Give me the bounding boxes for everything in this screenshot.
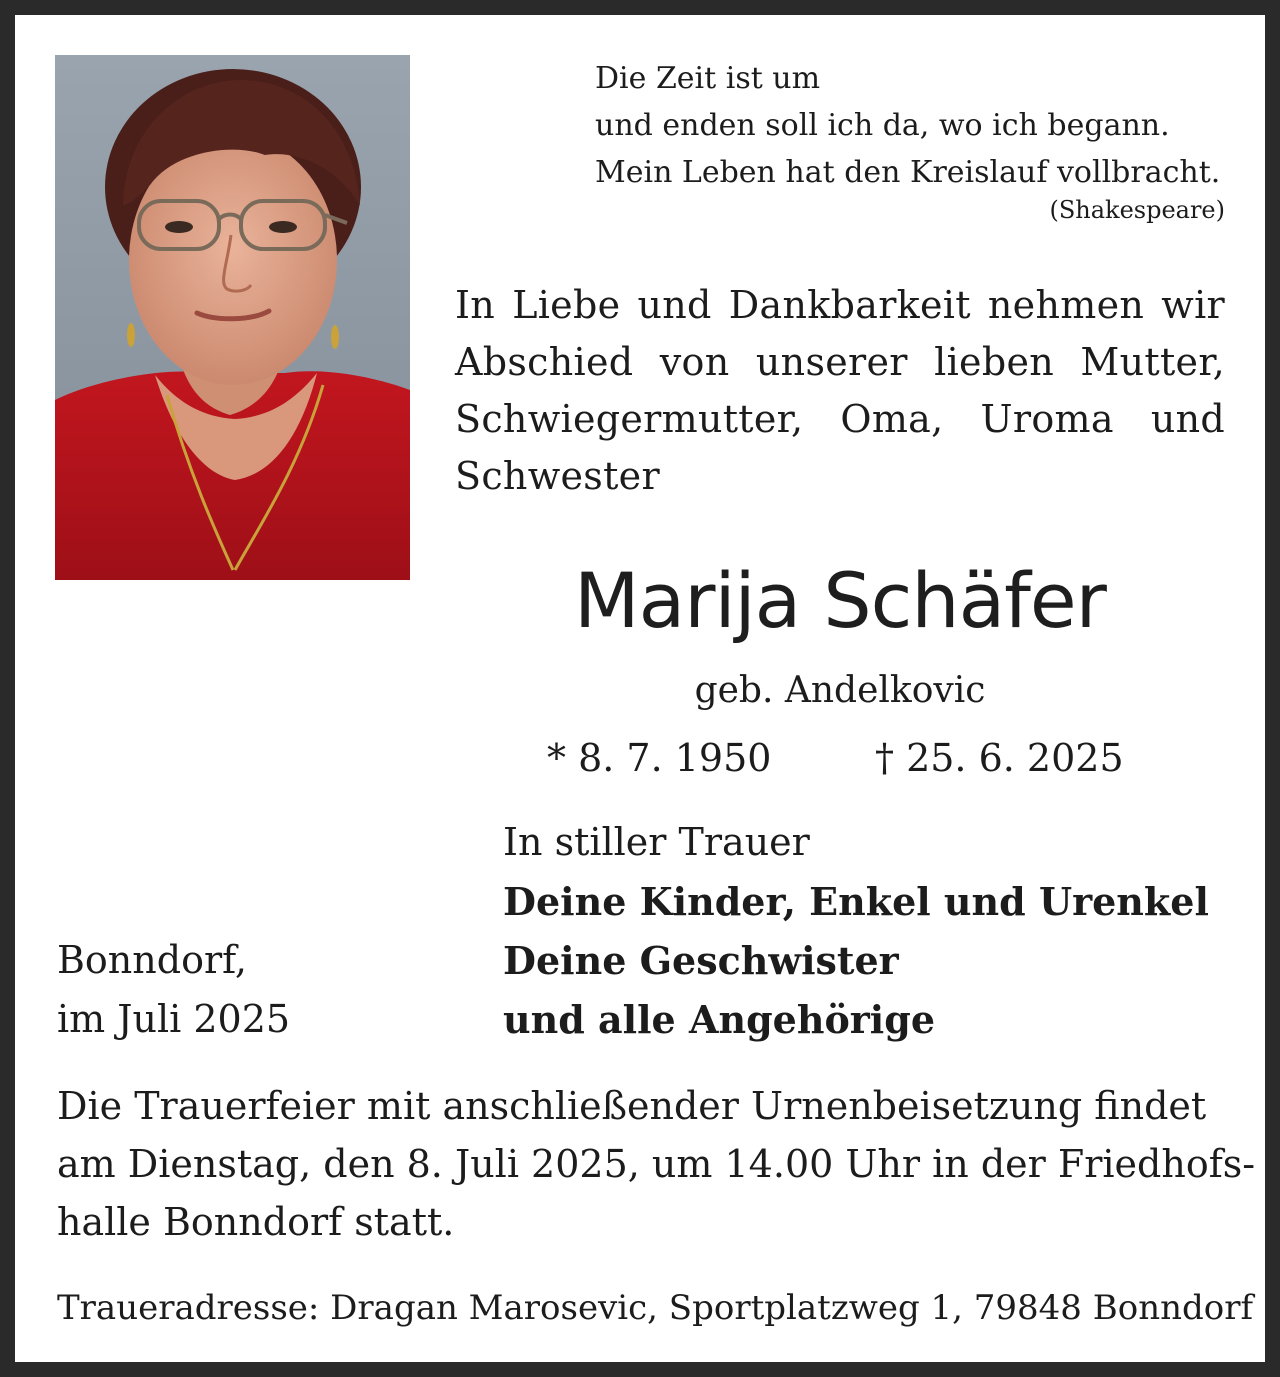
date: im Juli 2025 [57, 997, 291, 1041]
quote-source: (Shakespeare) [1049, 196, 1225, 224]
mourner-group: Deine Geschwister [503, 938, 899, 983]
quote [595, 55, 1225, 228]
place-date [57, 931, 290, 1049]
quote-line: Die Zeit ist um [595, 61, 821, 96]
quote-line: Mein Leben hat den Kreislauf vollbracht. [595, 155, 1221, 190]
deceased-name: Marija Schäfer [574, 556, 1106, 645]
death-date: † 25. 6. 2025 [875, 736, 1124, 780]
mourning-intro: In stiller Trauer [503, 820, 810, 864]
intro-text: In Liebe und Dankbarkeit nehmen wir Abschied von unserer lieben Mutter, Schwiegermutter, Oma, Uroma und Schwester [455, 283, 1225, 498]
birth-date: * 8. 7. 1950 [547, 736, 772, 780]
mourner-group: Deine Kinder, Enkel und Urenkel [503, 879, 1209, 924]
quote-line: und enden soll ich da, wo ich begann. [595, 108, 1170, 143]
mourners-block [503, 813, 1243, 1049]
mourner-group: und alle Angehörige [503, 997, 935, 1042]
place: Bonndorf, [57, 938, 247, 982]
ceremony-line: Die Trauerfeier mit anschließender Urnenbeisetzung findet [57, 1084, 1207, 1128]
birth-name: geb. Andelkovic [694, 670, 986, 711]
obituary-card [15, 15, 1265, 1362]
mourning-address: Traueradresse: Dragan Marosevic, Sportplatzweg 1, 79848 Bonndorf [57, 1288, 1254, 1328]
ceremony-line: am Dienstag, den 8. Juli 2025, um 14.00 Uhr in der Friedhofs- [57, 1142, 1256, 1186]
ceremony-details [57, 1077, 1256, 1251]
ceremony-line: halle Bonndorf statt. [57, 1200, 455, 1244]
portrait-photo [55, 55, 410, 580]
